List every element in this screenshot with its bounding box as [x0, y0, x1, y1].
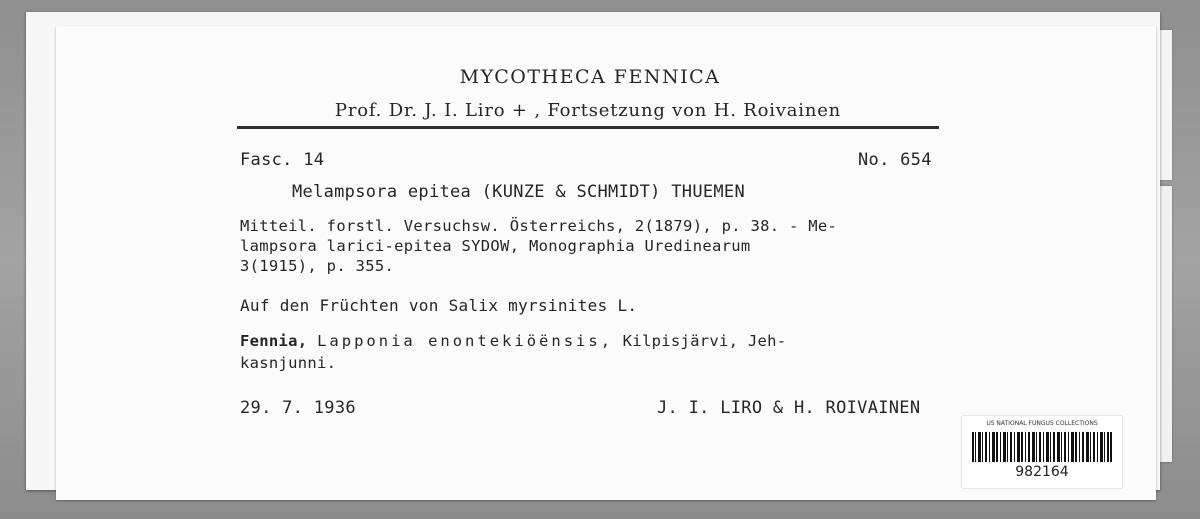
species-name: Melampsora epitea (KUNZE & SCHMIDT) THUEMEN	[292, 182, 745, 202]
barcode-icon	[972, 432, 1112, 462]
locality-line: kasnjunni.	[240, 354, 337, 372]
locality	[240, 330, 786, 374]
reference-line: lampsora larici-epitea SYDOW, Monographia Uredinearum	[240, 237, 751, 255]
collection-date: 29. 7. 1936	[240, 398, 356, 418]
barcode-number: 982164	[1015, 464, 1069, 480]
specimen-number: No. 654	[858, 150, 932, 170]
host-plant: Auf den Früchten von Salix myrsinites L.	[240, 296, 638, 315]
barcode-header: US NATIONAL FUNGUS COLLECTIONS	[986, 420, 1098, 427]
reference-line: Mitteil. forstl. Versuchsw. Österreichs, 2(1879), p. 38. - Me-	[240, 217, 838, 235]
header-rule	[237, 126, 939, 129]
fascicle-number: Fasc. 14	[240, 150, 325, 170]
series-subtitle: Prof. Dr. J. I. Liro + , Fortsetzung von H. Roivainen	[334, 100, 842, 121]
locality-province: Lapponia enontekiöënsis,	[317, 332, 614, 350]
series-title: MYCOTHECA FENNICA	[459, 66, 721, 88]
locality-country: Fennia,	[240, 332, 308, 350]
locality-site: Kilpisjärvi, Jeh-	[613, 332, 787, 350]
collectors: J. I. LIRO & H. ROIVAINEN	[657, 398, 921, 418]
reference-line: 3(1915), p. 355.	[240, 257, 395, 275]
literature-reference	[240, 216, 837, 276]
locality-line	[240, 330, 786, 352]
